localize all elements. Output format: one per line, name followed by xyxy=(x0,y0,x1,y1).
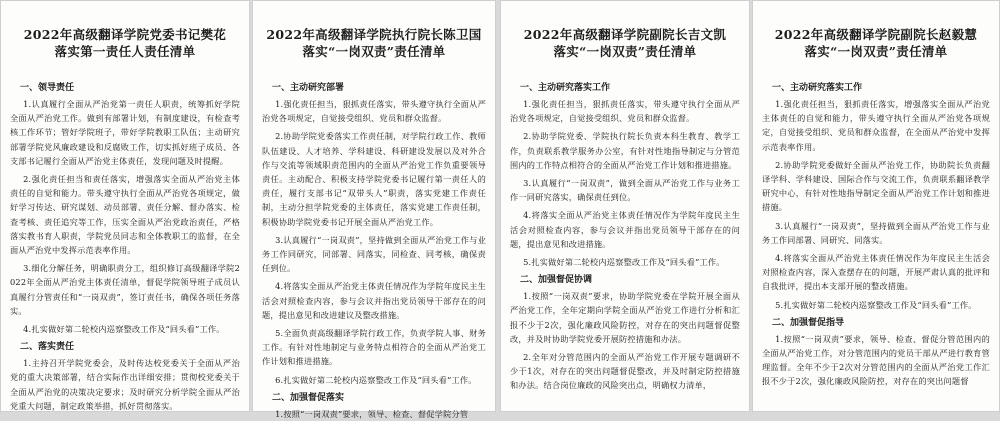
paragraph: 2.协助学院党委做好全面从严治党工作，协助院长负责翻译学科、学科建设、国际合作与交流工作，负责联系翻译教学研究中心，有针对性地指导制定全面从严治党工作计划和推进措施。 xyxy=(762,159,990,213)
title-line-2: 落实“一岗双责”责任清单 xyxy=(804,44,948,59)
paragraph: 1.按照“一岗双责”要求，领导、检查、督促分管范围内的全面从严治党工作，对分管范围内的党员干部从严进行教育管理监督。全年不少于2次对分管范围内的全面从严治党工作汇报不少于2次，强化廉政风险防控，对存在的突出问题督 xyxy=(762,333,990,387)
paragraph: 3.认真履行“一岗双责”，做到全面从严治党工作与业务工作一同研究落实，确保责任到位。 xyxy=(510,178,740,203)
paragraph: 1.强化责任担当，狠抓责任落实，带头遵守执行全面从严治党各项规定，自觉接受组织、党员和群众监督。 xyxy=(510,99,740,124)
title-line-2: 落实“一岗双责”责任清单 xyxy=(302,44,446,59)
title-line-2: 落实第一责任人责任清单 xyxy=(54,44,196,59)
title-line-2: 落实“一岗双责”责任清单 xyxy=(553,44,697,59)
document-title xyxy=(762,26,990,60)
document-title xyxy=(262,26,486,60)
document-page-3 xyxy=(500,0,750,412)
paragraph: 5.扎实做好第二轮校内巡察整改工作及“回头看”工作。 xyxy=(523,257,725,268)
section-heading: 二、加强督促落实 xyxy=(272,392,345,403)
section-heading: 二、加强督促协调 xyxy=(520,275,593,286)
paragraph: 1.按照“一岗双责”要求，协助学院党委在学院开展全面从严治党工作，全年定期向学院全面从严治党工作进行分析和汇报不少于2次，强化廉政风险防控，对存在的突出问题督促整改，并及时协助学院党委开展防控措施和办法。 xyxy=(510,291,740,344)
title-line-1: 2022年高级翻译学院党委书记樊花 xyxy=(23,27,227,42)
section-heading: 一、主动研究落实工作 xyxy=(772,83,863,93)
section-heading: 一、领导责任 xyxy=(20,83,75,93)
section-heading: 一、主动研究落实工作 xyxy=(520,83,611,93)
paragraph: 1.按照“一岗双责”要求，领导、检查、督促学院分管 xyxy=(275,408,469,419)
paragraph: 1.主持召开学院党委会，及时传达校党委关于全面从严治党的重大决策部署，结合实际作出详细安排；贯彻校党委关于全面从严治党的决策决定要求；及时研究分析学院全面从严治党重大问题，制定政策举措，抓好贯彻落实。 xyxy=(10,358,240,411)
paragraph: 2.强化责任担当和责任落实，增强落实全面从严治党主体责任的自觉和能力。带头遵守执行全面从严治党各项规定，做好学习传达、研究谋划、动员部署、责任分解、督办落实、检查考核、责任追究等工作，压实全面从严治党政治责任，严格落实教书育人职责，学院党员同志和全体教职工的监督，在全面从严治党中发挥示范表率作用。 xyxy=(10,174,240,256)
paragraph: 3.认真履行“一岗双责”，坚持做到全面从严治党工作与业务工作同部署、同研究、同落实。 xyxy=(762,220,990,245)
section-heading: 一、主动研究部署 xyxy=(272,83,345,93)
document-page-1 xyxy=(0,0,250,412)
title-line-1: 2022年高级翻译学院副院长赵毅慧 xyxy=(774,27,978,42)
section-heading: 二、加强督促指导 xyxy=(772,317,845,328)
paragraph: 2.协助学院党委、学院执行院长负责本科生教育、教学工作，负责联系教学服务办公室，有针对性地指导制定与分管范围内的工作特点相符合的全面从严治党工作计划和推进措施。 xyxy=(510,131,740,170)
paragraph: 2.协助学院党委落实工作责任制，对学院行政工作、教师队伍建设、人才培养、学科建设、科研建设发展以及对外合作与交流等领域职责范围内的全面从严治党工作负重要领导责任。主动配合、积极支持学院党委书记履行第一责任人的责任，履行支部书记“双带头人”职责，落实党建工作责任制，主动分担学院党委的主体责任，落实党建工作责任制，积极协助学院党委书记开展全面从严治党工作。 xyxy=(262,131,486,227)
paragraph: 1.认真履行全面从严治党第一责任人职责，统筹抓好学院全面从严治党工作。做到有部署计划，有制度建设，有检查考核工作环节；管好学院班子，带好学院教职工队伍；主动研究部署学院党风廉政建设和反腐败工作，切实抓好班子成员、各支部书记履行全面从严治党主体责任，发现问题及时提醒。 xyxy=(10,99,240,166)
paragraph: 1.强化责任担当，狠抓责任落实，增强落实全面从严治党主体责任的自觉和能力，带头遵守执行全面从严治党各项规定，自觉接受组织、党员和群众监督，在全面从严治党中发挥示范表率作用。 xyxy=(762,99,990,152)
paragraph: 3.认真履行“一岗双责”，坚持做到全面从严治党工作与业务工作同研究，同部署、同落实，同检查、同考核，确保责任到位。 xyxy=(262,234,486,274)
title-line-1: 2022年高级翻译学院副院长吉文凯 xyxy=(523,27,727,42)
paragraph: 3.细化分解任务，明确职责分工，组织修订高级翻译学院2022年全面从严治党主体责任清单，督促学院领导班子成员认真履行分管责任和“一岗双责”，签订责任书，确保各项任务落实。 xyxy=(10,263,240,316)
paragraph: 6.扎实做好第二轮校内巡察整改工作及“回头看”工作。 xyxy=(275,374,477,385)
paragraph: 5.全面负责高级翻译学院行政工作，负责学院人事、财务工作。有针对性地制定与业务特点相符合的全面从严治党工作计划和推进措施。 xyxy=(262,328,486,367)
paragraph: 4.扎实做好第二轮校内巡察整改工作及“回头看”工作。 xyxy=(23,324,225,335)
paragraph: 2.全年对分管范围内的全面从严治党工作开展专题调研不少于1次，对存在的突出问题督促整改，并及时制定防控措施和办法。结合岗位廉政的风险突出点，明确权力清单， xyxy=(510,352,740,391)
paragraph: 4.将落实全面从严治党主体责任情况作为学院年度民主生活会对照检查内容，参与会议并指出党员领导干部存在的问题，提出意见和改进建议及整改措施。 xyxy=(262,281,486,320)
document-page-4 xyxy=(752,0,1000,412)
paragraph: 1.强化责任担当，狠抓责任落实，带头遵守执行全面从严治党各项规定，自觉接受组织、党员和群众监督。 xyxy=(262,99,486,124)
document-title xyxy=(510,26,740,60)
title-line-1: 2022年高级翻译学院执行院长陈卫国 xyxy=(266,27,482,42)
paragraph: 5.扎实做好第二轮校内巡察整改工作及“回头看”工作。 xyxy=(775,299,977,310)
document-title xyxy=(10,26,240,60)
paragraph: 4.将落实全面从严治党主体责任情况作为学院年度民主生活会对照检查内容，参与会议并指出党员领导干部存在的问题，提出意见和改进措施。 xyxy=(510,210,740,249)
paragraph: 4.将落实全面从严治党主体责任情况作为年度民主生活会对照检查内容，深入查摆存在的问题，开展严肃认真的批评和自我批评，提出本支部开展的整改措施。 xyxy=(762,253,990,292)
document-page-2 xyxy=(252,0,496,419)
section-heading: 二、落实责任 xyxy=(20,342,75,353)
